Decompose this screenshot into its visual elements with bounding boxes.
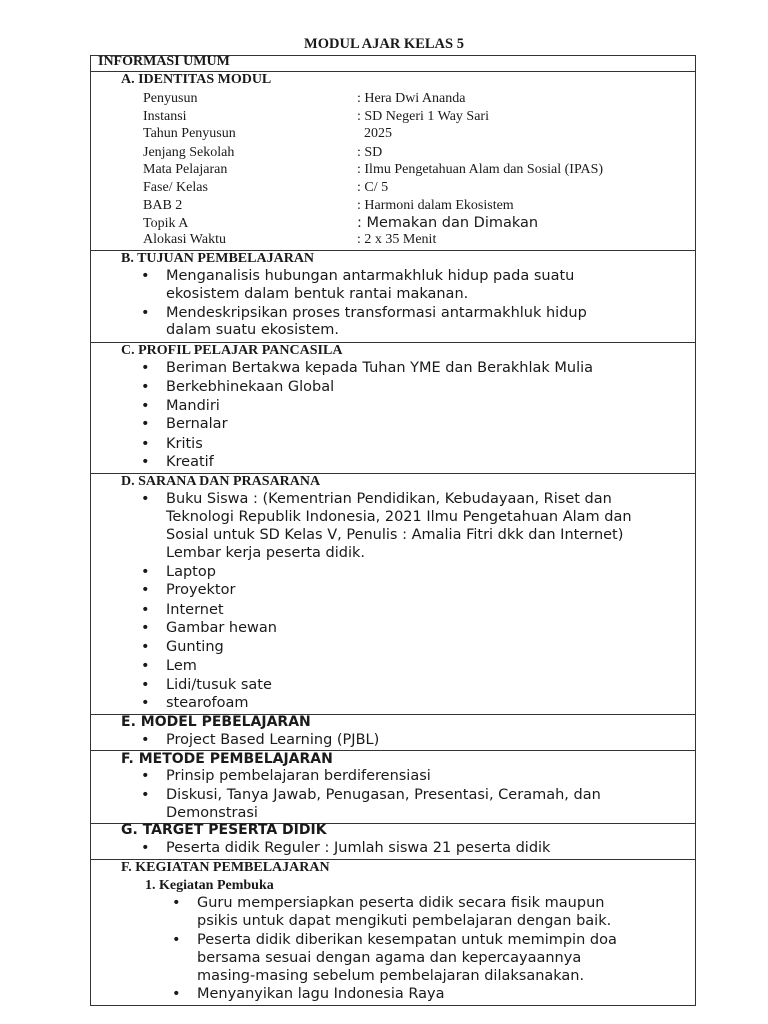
list-item: Menganalisis hubungan antarmakhluk hidup pada suatu xyxy=(166,268,575,284)
identitas-label: Tahun Penyusun xyxy=(143,126,236,141)
bullet-icon: • xyxy=(141,602,150,618)
list-item: Lem xyxy=(166,658,197,674)
list-item: Peserta didik Reguler : Jumlah siswa 21 peserta didik xyxy=(166,840,551,856)
bullet-icon: • xyxy=(141,787,150,803)
sarana-heading: D. SARANA DAN PRASARANA xyxy=(121,474,321,489)
list-item: Gunting xyxy=(166,639,224,655)
bullet-icon: • xyxy=(141,620,150,636)
identitas-value: : 2 x 35 Menit xyxy=(357,232,437,247)
identitas-label: BAB 2 xyxy=(143,198,183,213)
bullet-icon: • xyxy=(141,732,150,748)
bullet-icon: • xyxy=(141,305,150,321)
list-item: Lembar kerja peserta didik. xyxy=(166,545,366,561)
bullet-icon: • xyxy=(172,932,181,948)
kegiatan-heading: F. KEGIATAN PEMBELAJARAN xyxy=(121,860,330,875)
list-item: dalam suatu ekosistem. xyxy=(166,322,340,338)
identitas-label: Fase/ Kelas xyxy=(143,180,208,195)
identitas-value: 2025 xyxy=(357,126,392,141)
list-item: Proyektor xyxy=(166,582,236,598)
list-item: Project Based Learning (PJBL) xyxy=(166,732,380,748)
list-item: Menyanyikan lagu Indonesia Raya xyxy=(197,986,445,1002)
bullet-icon: • xyxy=(141,582,150,598)
bullet-icon: • xyxy=(141,379,150,395)
model-heading: E. MODEL PEBELAJARAN xyxy=(121,714,311,730)
tujuan-heading: B. TUJUAN PEMBELAJARAN xyxy=(121,251,315,266)
bullet-icon: • xyxy=(141,840,150,856)
list-item: Sosial untuk SD Kelas V, Penulis : Amalia Fitri dkk dan Internet) xyxy=(166,527,624,543)
list-item: Lidi/tusuk sate xyxy=(166,677,272,693)
bullet-icon: • xyxy=(141,398,150,414)
profil-heading: C. PROFIL PELAJAR PANCASILA xyxy=(121,343,343,358)
identitas-label: Mata Pelajaran xyxy=(143,162,228,177)
list-item: Guru mempersiapkan peserta didik secara fisik maupun xyxy=(197,895,605,911)
bullet-icon: • xyxy=(141,658,150,674)
identitas-value: : SD xyxy=(357,145,383,160)
bullet-icon: • xyxy=(141,360,150,376)
list-item: Demonstrasi xyxy=(166,805,258,821)
identitas-value: : Memakan dan Dimakan xyxy=(357,215,539,231)
bullet-icon: • xyxy=(141,768,150,784)
list-item: masing-masing sebelum pembelajaran dilaksanakan. xyxy=(197,968,585,984)
bullet-icon: • xyxy=(141,268,150,284)
list-item: Gambar hewan xyxy=(166,620,277,636)
list-item: bersama sesuai dengan agama dan kepercayaannya xyxy=(197,950,582,966)
bullet-icon: • xyxy=(141,639,150,655)
identitas-label: Alokasi Waktu xyxy=(143,232,226,247)
bullet-icon: • xyxy=(141,491,150,507)
list-item: stearofoam xyxy=(166,695,249,711)
identitas-value: : C/ 5 xyxy=(357,180,389,195)
list-item: Mendeskripsikan proses transformasi antarmakhluk hidup xyxy=(166,305,587,321)
list-item: Kreatif xyxy=(166,454,214,470)
info-umum-heading: INFORMASI UMUM xyxy=(98,54,230,69)
list-item: Kritis xyxy=(166,436,203,452)
bullet-icon: • xyxy=(172,986,181,1002)
list-item: Teknologi Republik Indonesia, 2021 Ilmu Pengetahuan Alam dan xyxy=(166,509,632,525)
identitas-label: Instansi xyxy=(143,109,187,124)
list-item: psikis untuk dapat mengikuti pembelajaran dengan baik. xyxy=(197,913,612,929)
metode-heading: F. METODE PEMBELAJARAN xyxy=(121,751,333,767)
identitas-value: : SD Negeri 1 Way Sari xyxy=(357,109,489,124)
identitas-label: Topik A xyxy=(143,216,189,231)
list-item: Buku Siswa : (Kementrian Pendidikan, Kebudayaan, Riset dan xyxy=(166,491,612,507)
bullet-icon: • xyxy=(141,695,150,711)
bullet-icon: • xyxy=(141,454,150,470)
list-item: Laptop xyxy=(166,564,216,580)
identitas-label: Penyusun xyxy=(143,91,198,106)
list-item: Berkebhinekaan Global xyxy=(166,379,335,395)
identitas-heading: A. IDENTITAS MODUL xyxy=(121,72,272,87)
identitas-value: : Harmoni dalam Ekosistem xyxy=(357,198,514,213)
identitas-value: : Ilmu Pengetahuan Alam dan Sosial (IPAS) xyxy=(357,162,604,177)
list-item: Diskusi, Tanya Jawab, Penugasan, Presentasi, Ceramah, dan xyxy=(166,787,601,803)
list-item: Mandiri xyxy=(166,398,220,414)
list-item: Bernalar xyxy=(166,416,228,432)
identitas-label: Jenjang Sekolah xyxy=(143,145,235,160)
list-item: ekosistem dalam bentuk rantai makanan. xyxy=(166,286,469,302)
bullet-icon: • xyxy=(141,436,150,452)
identitas-value: : Hera Dwi Ananda xyxy=(357,91,466,106)
list-item: Prinsip pembelajaran berdiferensiasi xyxy=(166,768,431,784)
bullet-icon: • xyxy=(172,895,181,911)
target-heading: G. TARGET PESERTA DIDIK xyxy=(121,822,327,838)
bullet-icon: • xyxy=(141,416,150,432)
list-item: Beriman Bertakwa kepada Tuhan YME dan Berakhlak Mulia xyxy=(166,360,594,376)
kegiatan-pembuka-heading: 1. Kegiatan Pembuka xyxy=(145,878,274,893)
bullet-icon: • xyxy=(141,677,150,693)
list-item: Peserta didik diberikan kesempatan untuk memimpin doa xyxy=(197,932,617,948)
bullet-icon: • xyxy=(141,564,150,580)
list-item: Internet xyxy=(166,602,224,618)
document-title: MODUL AJAR KELAS 5 xyxy=(304,36,464,52)
